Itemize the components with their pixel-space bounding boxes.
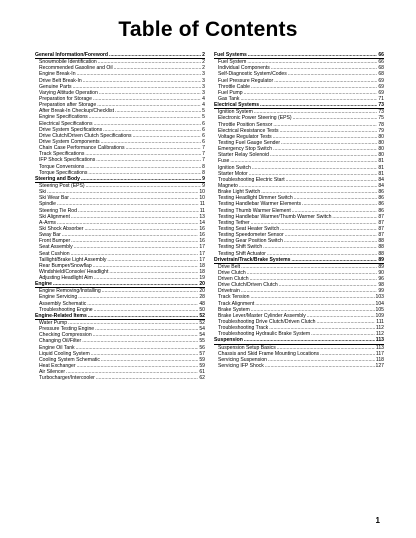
toc-entry-title: Water Pump [39,320,68,327]
toc-entry-page: 87 [378,225,384,232]
toc-entry-title: Brake Light Switch [218,189,261,196]
toc-entry-page: 14 [199,219,205,226]
toc-entry-page: 71 [378,95,384,102]
toc-entry-title: Emergency Stop Switch [218,146,273,153]
toc-entry-page: 48 [199,300,205,307]
toc-entry-title: Testing Fuel Gauge Sender [218,139,281,146]
toc-entry-title: Engine Break-In [39,71,76,78]
toc-entry-page: 62 [199,375,205,382]
toc-entry-title: Spindle [39,201,56,208]
toc-entry-page: 55 [199,338,205,345]
toc-entry-page: 90 [378,269,384,276]
toc-entry-title: Engine-Related Items [35,312,87,319]
toc-entry-page: 113 [375,344,384,351]
toc-entry-page: 89 [378,256,384,263]
toc-entry-title: Seat Cushion [39,250,70,257]
toc-entry-page: 69 [378,77,384,84]
toc-entry-page: 19 [199,275,205,282]
toc-entry-page: 17 [199,250,205,257]
toc-entry-page: 96 [378,276,384,283]
toc-entry-title: Brake Lever/Master Cylinder Assembly [218,312,306,319]
toc-entry-title: Voltage Regulator Tests [218,133,272,140]
toc-entry-title: Drive System Specifications [39,126,103,133]
dot-leader [109,52,201,58]
toc-entry-title: Testing Handlebar Warmer/Thumb Warmer Switch [218,213,332,220]
toc-entry-page: 16 [199,238,205,245]
toc-entry-page: 5 [202,108,205,115]
toc-entry-page: 28 [199,294,205,301]
toc-entry-title: Testing Headlight Dimmer Switch [218,195,293,202]
toc-entry-title: Ski Shock Absorber [39,225,84,232]
toc-entry-title: Throttle Cable [218,83,250,90]
toc-entry-page: 54 [199,332,205,339]
toc-entry-title: Liquid Cooling System [39,350,90,357]
toc-entry-title: Ski Alignment [39,213,70,220]
toc-entry-title: Drivetrain [218,288,240,295]
toc-entry-title: Self-Diagnostic System/Codes [218,71,287,78]
toc-entry-title: Preparation after Storage [39,102,97,109]
toc-entry-title: Sway Bar [39,232,61,239]
toc-entry-title: Heat Exchanger [39,363,76,370]
toc-entry-title: Fuel System [218,59,247,66]
toc-entry-page: 59 [199,363,205,370]
toc-entry-title: Track Alignment [218,300,255,307]
toc-entry-page: 8 [202,163,205,170]
toc-entry-page: 112 [375,325,384,332]
toc-entry-page: 9 [202,182,205,189]
toc-entry-page: 57 [199,350,205,357]
toc-entry-title: Pressure Testing Engine [39,326,95,333]
toc-entry-title: Throttle Position Sensor [218,121,273,128]
toc-entry-page: 3 [202,71,205,78]
toc-left-column [35,52,205,381]
toc-entry-page: 69 [378,89,384,96]
toc-entry-page: 54 [199,326,205,333]
toc-entry-page: 80 [378,146,384,153]
toc-entry-page: 81 [378,164,384,171]
toc-entry-page: 3 [202,77,205,84]
toc-entry-page: 86 [378,207,384,214]
toc-entry-title: Fuse [218,158,230,165]
toc-entry-title: Troubleshooting Hydraulic Brake System [218,331,311,338]
toc-entry-page: 86 [378,195,384,202]
toc-entry-page: 7 [202,157,205,164]
toc-entry-title: Gas Tank [218,95,240,102]
toc-entry-title: Chain Case Performance Calibrations [39,145,125,152]
toc-entry-page: 3 [202,83,205,90]
toc-entry-page: 6 [202,126,205,133]
toc-entry-page: 52 [199,312,205,319]
toc-section-heading[interactable] [35,176,205,183]
toc-entry-page: 11 [199,201,205,208]
toc-entry-title: A-Arms [39,219,56,226]
toc-entry-title: Engine Removing/Installing [39,288,101,295]
toc-entry-title: After Break-In Checkup/Checklist [39,108,115,115]
toc-entry-page: 11 [199,207,205,214]
toc-entry-page: 13 [199,213,205,220]
toc-entry-page: 84 [378,182,384,189]
toc-entry-page: 50 [199,306,205,313]
toc-entry-title: Snowmobile Identification [39,59,97,66]
toc-entry-title: Changing Oil/Filter [39,338,82,345]
toc-entry-page: 56 [199,344,205,351]
toc-entry-title: Front Bumper [39,238,71,245]
toc-entry-page: 10 [199,195,205,202]
toc-entry-title: Servicing Suspension [218,356,267,363]
toc-entry-title: Drive Belt [218,263,241,270]
toc-entry-page: 88 [378,244,384,251]
toc-entry-page: 127 [375,363,384,370]
toc-entry-title: Driven Clutch [218,276,249,283]
toc-entry-title: Track Specifications [39,151,85,158]
toc-entry-title: Steering Tie Rod [39,207,77,214]
dot-leader [265,363,375,369]
toc-entry-page: 66 [378,59,384,66]
toc-entry-title: Electronic Power Steering (EPS) [218,115,292,122]
toc-entry-title: Recommended Gasoline and Oil [39,65,113,72]
toc-entry-page: 18 [199,268,205,275]
toc-entry-page: 118 [375,356,384,363]
toc-entry-title: Drive Clutch [218,269,246,276]
toc-entry-page: 8 [202,169,205,176]
toc-entry-title: Turbocharger/Intercooler [39,375,95,382]
toc-entry-title: Engine Servicing [39,294,78,301]
toc-section-heading[interactable] [214,257,384,264]
toc-entry-title: Starter Relay Solenoid [218,152,269,159]
toc-entry-page: 112 [375,331,384,338]
toc-section-heading[interactable] [35,313,205,320]
toc-entry-page: 16 [199,232,205,239]
toc-entry-title: Testing Speedometer Sensor [218,232,284,239]
toc-entry-page: 20 [199,281,205,288]
dot-leader [88,313,199,319]
toc-entry-page: 86 [378,189,384,196]
toc-entry-title: Genuine Parts [39,83,72,90]
toc-entry-page: 113 [375,337,384,344]
toc-entry-page: 2 [202,65,205,72]
dot-leader [291,257,377,263]
page-title: Table of Contents [118,18,298,41]
toc-entry-title: Fuel Pressure Regulator [218,77,274,84]
toc-entry-page: 59 [199,356,205,363]
toc-entry-page: 86 [378,201,384,208]
toc-entry-title: Taillight/Brake Light Assembly [39,256,107,263]
toc-entry-title: Ignition System [218,109,253,116]
toc-entry-page: 98 [378,282,384,289]
toc-entry-title: Drive System Components [39,138,100,145]
toc-entry-title: Magneto [218,182,238,189]
toc-entry-title: Troubleshooting Track [218,325,269,332]
toc-entry-title: Troubleshooting Electric Start [218,176,285,183]
toc-entry-title: Suspension Setup Basics [218,344,276,351]
toc-entry-page: 66 [378,52,384,58]
toc-entry-title: Preparation for Storage [39,95,92,102]
toc-entry-title: Troubleshooting Engine [39,306,93,313]
toc-entry-page: 80 [378,139,384,146]
toc-entry-title: Troubleshooting Drive Clutch/Driven Clutch [218,319,316,326]
toc-entry-title: Cooling System Schematic [39,356,100,363]
toc-entry-page: 99 [378,288,384,295]
toc-entry-title: Servicing IFP Shock [218,363,264,370]
toc-right-column [214,52,384,369]
toc-entry-page: 89 [378,263,384,270]
toc-entry-title: Assembly Schematic [39,300,87,307]
dot-leader [244,337,375,343]
toc-entry-page: 68 [378,65,384,72]
toc-entry-title: Chassis and Skid Frame Mounting Locations [218,350,320,357]
toc-entry-title: Engine [35,281,52,288]
toc-entry-title: Testing Shift Actuator [218,250,266,257]
toc-entry-title: Testing Seat Heater Switch [218,225,280,232]
toc-entry-page: 7 [202,145,205,152]
toc-entry-page: 73 [378,102,384,109]
toc-entry-title: Ski [39,189,47,196]
toc-entry-title: Suspension [214,337,243,344]
dot-leader [81,176,201,182]
dot-leader [248,52,377,58]
toc-entry-page: 104 [375,300,384,307]
toc-entry-title: Individual Components [218,65,270,72]
toc-entry-page: 3 [202,89,205,96]
toc-entry-page: 16 [199,225,205,232]
toc-entry-title: Windshield/Console/ Headlight [39,268,109,275]
toc-entry-title: Drivetrain/Track/Brake Systems [214,256,291,263]
toc-entry-title: Track Tension [218,294,250,301]
toc-entry-page: 111 [376,319,384,326]
toc-entry-title: Fuel Pump [218,89,243,96]
toc-entry-page: 6 [202,138,205,145]
toc-entry-title: Ski Wear Bar [39,195,69,202]
toc-entry-title: Steering and Body [35,175,81,182]
toc-entry[interactable] [35,375,205,381]
toc-entry-page: 4 [202,95,205,102]
toc-entry-title: Varying Altitude Operation [39,89,98,96]
toc-entry-page: 69 [378,83,384,90]
toc-entry-page: 87 [378,232,384,239]
toc-entry-page: 68 [378,71,384,78]
toc-entry-page: 61 [199,369,205,376]
toc-entry-page: 52 [199,320,205,327]
toc-entry-page: 17 [199,256,205,263]
toc-entry-page: 6 [202,120,205,127]
toc-section-heading[interactable] [214,102,384,109]
toc-entry-page: 7 [202,151,205,158]
toc-entry-page: 80 [378,133,384,140]
toc-entry-page: 5 [202,114,205,121]
toc-entry-title: Electrical Resistance Tests [218,127,279,134]
toc-entry-title: Checking Compression [39,332,92,339]
dot-leader [53,281,198,287]
toc-entry-page: 84 [378,176,384,183]
page-number: 1 [375,516,380,525]
toc-section-heading[interactable] [214,337,384,344]
toc-entry-title: Brake System [218,306,250,313]
toc-entry-page: 109 [375,312,384,319]
toc-entry-title: IFP Shock Specifications [39,157,96,164]
toc-entry-page: 75 [378,115,384,122]
toc-entry-page: 73 [378,109,384,116]
toc-entry-title: Testing Tether [218,219,250,226]
toc-entry-page: 17 [199,244,205,251]
toc-entry-title: Fuel Systems [214,52,247,58]
toc-entry-page: 117 [375,350,384,357]
toc-entry-title: Adjusting Headlight Aim [39,275,93,282]
toc-entry-page: 80 [378,152,384,159]
toc-entry-title: Engine Oil Tank [39,344,75,351]
toc-entry-title: Testing Thumb Warmer Element [218,207,291,214]
toc-entry-title: Air Silencer [39,369,66,376]
toc-entry-page: 88 [378,250,384,257]
toc-section-heading[interactable] [214,52,384,59]
toc-section-heading[interactable] [35,52,205,59]
toc-entry-title: Engine Specifications [39,114,88,121]
dot-leader [260,102,377,108]
toc-entry-title: Testing Handlebar Warmer Elements [218,201,302,208]
toc-entry-title: Torque Conversions [39,163,85,170]
toc-entry-title: General Information/Foreword [35,52,109,58]
toc-entry-title: Steering Post (EPS) [39,182,85,189]
toc-entry-title: Drive Clutch/Driven Clutch Specifications [39,132,132,139]
toc-entry-title: Drive Belt Break-In [39,77,82,84]
toc-entry-title: Testing Gear Position Switch [218,238,283,245]
toc-entry-title: Ignition Switch [218,164,251,171]
toc-entry-page: 18 [199,262,205,269]
toc-entry-page: 2 [202,59,205,66]
toc-entry-page: 87 [378,213,384,220]
toc-entry-page: 9 [202,175,205,182]
toc-entry-page: 78 [378,121,384,128]
toc-entry-page: 2 [202,52,205,58]
toc-entry[interactable] [214,363,384,369]
toc-entry-page: 105 [375,306,384,313]
toc-entry-page: 79 [378,127,384,134]
toc-entry-title: Starter Motor [218,170,248,177]
toc-entry-title: Electrical Systems [214,102,260,109]
toc-entry-page: 81 [378,170,384,177]
toc-entry-page: 4 [202,102,205,109]
toc-entry-page: 81 [378,158,384,165]
toc-entry-title: Rear Bumper/Snowflap [39,262,92,269]
toc-entry-title: Seat Assembly [39,244,73,251]
toc-entry-page: 20 [199,288,205,295]
toc-entry-page: 87 [378,219,384,226]
toc-entry-page: 10 [199,189,205,196]
toc-entry-page: 103 [375,294,384,301]
toc-entry-title: Electrical Specifications [39,120,93,127]
toc-entry-title: Torque Specifications [39,169,88,176]
dot-leader [96,375,198,381]
toc-entry-page: 88 [378,238,384,245]
toc-entry-page: 6 [202,132,205,139]
toc-section-heading[interactable] [35,281,205,288]
toc-entry-title: Testing Shift Switch [218,244,263,251]
toc-entry-title: Drive Clutch/Driven Clutch [218,282,278,289]
